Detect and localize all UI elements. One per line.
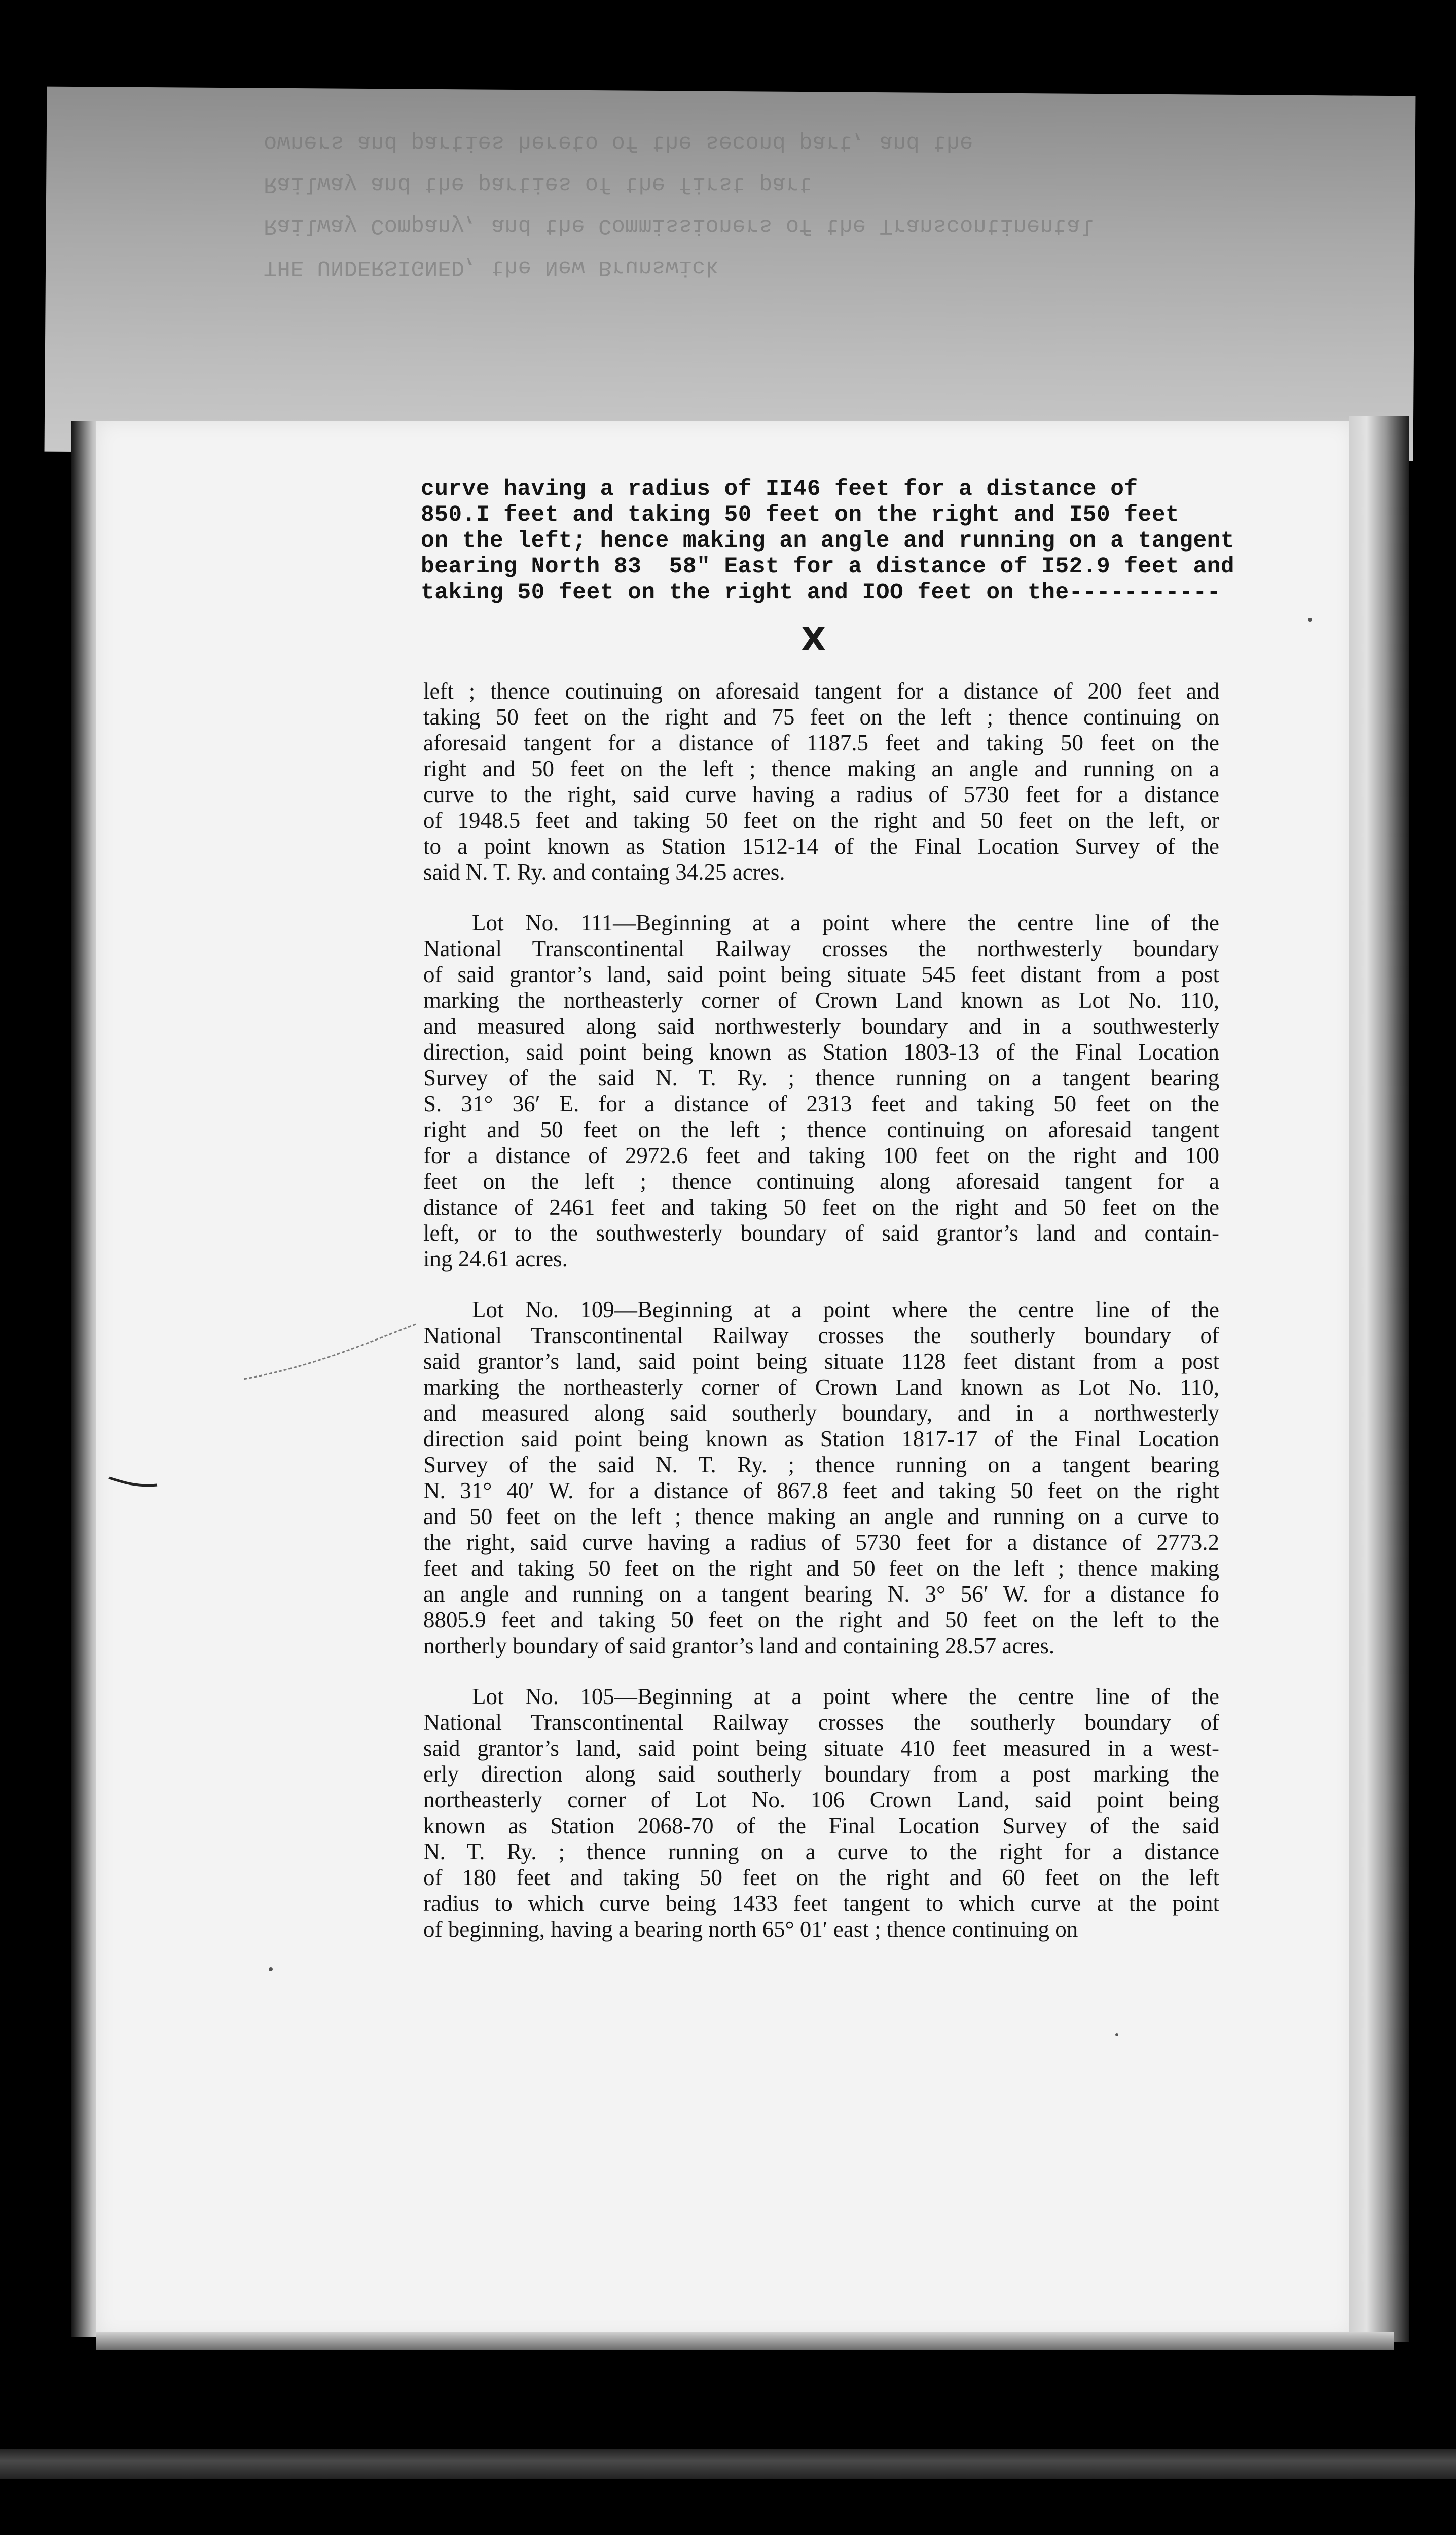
paragraph-line: northeasterly corner of Lot No. 106 Crown Land, said point being [423, 1787, 1219, 1813]
paragraph-line: radius to which curve being 1433 feet tangent to which curve at the point [423, 1891, 1219, 1916]
page-speck [269, 1967, 273, 1971]
paragraph-line: feet on the left ; thence continuing along aforesaid tangent for a [423, 1169, 1219, 1194]
body-paragraph [423, 910, 1219, 1272]
paragraph-line: direction, said point being known as Station 1803-13 of the Final Location [423, 1039, 1219, 1065]
body-paragraph [423, 678, 1219, 885]
paragraph-line: Lot No. 109—Beginning at a point where the centre line of the [472, 1297, 1219, 1322]
typed-header-line: taking 50 feet on the right and IOO feet on the----------- [421, 580, 1221, 605]
paragraph-line: N. T. Ry. ; thence running on a curve to the right for a distance [423, 1839, 1219, 1864]
paragraph-line: N. 31° 40′ W. for a distance of 867.8 feet and taking 50 feet on the right [423, 1478, 1219, 1503]
paragraph-line: left ; thence coutinuing on aforesaid tangent for a distance of 200 feet and [423, 678, 1219, 704]
paragraph-line: the right, said curve having a radius of 5730 feet for a distance of 2773.2 [423, 1530, 1219, 1555]
paragraph-line: and measured along said southerly boundary, and in a northwesterly [423, 1400, 1219, 1426]
paragraph-line: to a point known as Station 1512-14 of the Final Location Survey of the [423, 834, 1219, 859]
paragraph-line: and measured along said northwesterly boundary and in a southwesterly [423, 1013, 1219, 1039]
typewritten-header [421, 477, 1313, 606]
paragraph-line: distance of 2461 feet and taking 50 feet on the right and 50 feet on the [423, 1194, 1219, 1220]
bleed-through-text: THE UNDERSIGNED, the New Brunswick Railway Company, and the Commissioners of the Transcontinental Railway and the parties of the first part owners and parties hereto of the second part, and the [264, 130, 1094, 280]
paragraph-line: 8805.9 feet and taking 50 feet on the right and 50 feet on the left to the [423, 1607, 1219, 1633]
paragraph-line: known as Station 2068-70 of the Final Location Survey of the said [423, 1813, 1219, 1838]
paragraph-line: said grantor’s land, said point being situate 410 feet measured in a west- [423, 1735, 1219, 1761]
paragraph-line: right and 50 feet on the left ; thence making an angle and running on a [423, 756, 1219, 781]
paragraph-line: Survey of the said N. T. Ry. ; thence running on a tangent bearing [423, 1452, 1219, 1477]
paragraph-line: Survey of the said N. T. Ry. ; thence running on a tangent bearing [423, 1065, 1219, 1091]
paragraph-line: Lot No. 105—Beginning at a point where the centre line of the [472, 1684, 1219, 1709]
paragraph-line: taking 50 feet on the right and 75 feet on the left ; thence continuing on [423, 704, 1219, 730]
paragraph-line: feet and taking 50 feet on the right and 50 feet on the left ; thence making [423, 1555, 1219, 1581]
paragraph-line: Lot No. 111—Beginning at a point where the centre line of the [472, 910, 1219, 935]
handwritten-x-mark: X [801, 621, 826, 659]
typed-header-line: 850.I feet and taking 50 feet on the right and I50 feet [421, 502, 1180, 528]
paragraph-line: direction said point being known as Station 1817-17 of the Final Location [423, 1426, 1219, 1452]
scanner-bottom-strip [0, 2449, 1456, 2479]
paragraph-line: ing 24.61 acres. [423, 1246, 568, 1272]
typed-header-line: bearing North 83 58" East for a distance of I52.9 feet and [421, 554, 1235, 580]
body-paragraph [423, 1684, 1219, 1942]
page-speck [1308, 618, 1312, 622]
margin-pen-stroke [213, 1318, 426, 1389]
paragraph-line: northerly boundary of said grantor’s land and containing 28.57 acres. [423, 1633, 1055, 1658]
paragraph-line: left, or to the southwesterly boundary of said grantor’s land and contain- [423, 1220, 1219, 1246]
paragraph-line: of said grantor’s land, said point being situate 545 feet distant from a post [423, 962, 1219, 987]
paragraph-line: marking the northeasterly corner of Crown Land known as Lot No. 110, [423, 1374, 1219, 1400]
paragraph-line: an angle and running on a tangent bearing N. 3° 56′ W. for a distance fo [423, 1581, 1219, 1607]
paragraph-line: said grantor’s land, said point being situate 1128 feet distant from a post [423, 1349, 1219, 1374]
paragraph-line: of 180 feet and taking 50 feet on the right and 60 feet on the left [423, 1865, 1219, 1890]
paragraph-line: of beginning, having a bearing north 65° 01′ east ; thence continuing on [423, 1916, 1078, 1942]
paragraph-line: S. 31° 36′ E. for a distance of 2313 feet and taking 50 feet on the [423, 1091, 1219, 1116]
typed-header-line: on the left; hence making an angle and running on a tangent [421, 528, 1235, 554]
page-speck [1115, 2033, 1118, 2036]
paragraph-line: aforesaid tangent for a distance of 1187.5 feet and taking 50 feet on the [423, 730, 1219, 755]
paragraph-line: National Transcontinental Railway crosses the southerly boundary of [423, 1323, 1219, 1348]
paragraph-line: of 1948.5 feet and taking 50 feet on the right and 50 feet on the left, or [423, 808, 1219, 833]
paragraph-line: right and 50 feet on the left ; thence continuing on aforesaid tangent [423, 1117, 1219, 1142]
paragraph-line: curve to the right, said curve having a radius of 5730 feet for a distance [423, 782, 1219, 807]
typed-header-line: curve having a radius of II46 feet for a distance of [421, 477, 1138, 502]
body-paragraph [423, 1297, 1219, 1659]
paragraph-line: for a distance of 2972.6 feet and taking 100 feet on the right and 100 [423, 1143, 1219, 1168]
paragraph-line: said N. T. Ry. and containg 34.25 acres. [423, 859, 785, 885]
page-bottom-edge [96, 2332, 1394, 2350]
page-right-edge [1349, 416, 1409, 2342]
printed-body [423, 678, 1219, 1967]
paragraph-line: National Transcontinental Railway crosses the northwesterly boundary [423, 936, 1219, 961]
margin-tick-mark [106, 1473, 162, 1493]
paragraph-line: marking the northeasterly corner of Crown Land known as Lot No. 110, [423, 988, 1219, 1013]
paragraph-line: and 50 feet on the left ; thence making an angle and running on a curve to [423, 1504, 1219, 1529]
paragraph-line: erly direction along said southerly boundary from a post marking the [423, 1761, 1219, 1787]
paragraph-line: National Transcontinental Railway crosses the southerly boundary of [423, 1710, 1219, 1735]
